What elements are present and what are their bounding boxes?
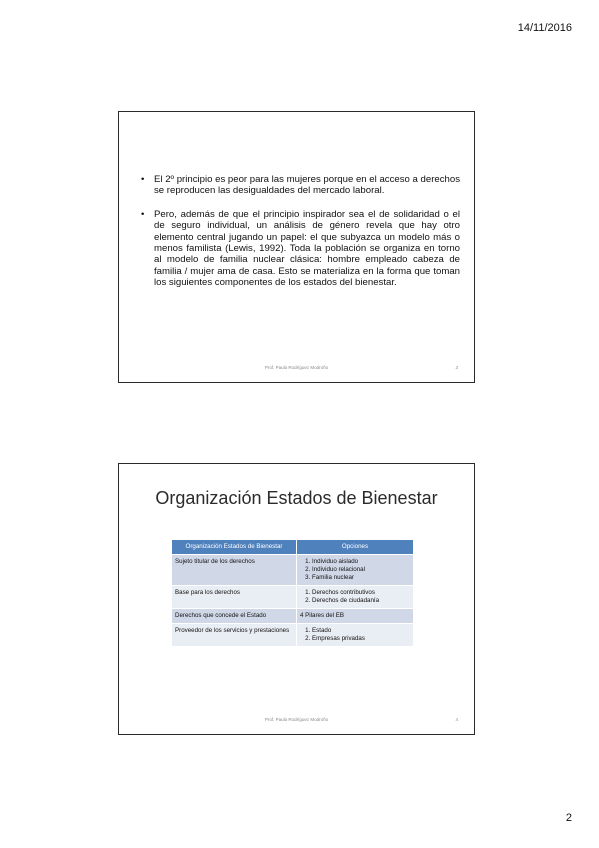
option-item: 1. Derechos contributivos: [312, 589, 410, 597]
row-label: Base para los derechos: [172, 586, 297, 609]
bullet-text: Pero, además de que el principio inspirador sea el de solidaridad o el de seguro individual, un análisis de género revela que hay otro elemento central jugando un papel: el que subyazca un modelo más o menos familista (Lewis, 1992). Toda la población se organiza en torno al modelo de familia nuclear clásica: hombre empleado cabeza de familia / mujer ama de casa. Esto se materializa en la forma que toman los siguientes componentes de los estados del bienestar.: [154, 208, 460, 289]
bullet-text: El 2º principio es peor para las mujeres porque en el acceso a derechos se reproducen las desigualdades del mercado laboral.: [154, 174, 460, 197]
table-row: [172, 555, 413, 586]
row-label: Derechos que concede el Estado: [172, 609, 297, 624]
bullet-list: [141, 174, 460, 301]
table-header-cell: Organización Estados de Bienestar: [172, 540, 297, 555]
row-options: [297, 624, 414, 647]
slide-number: 3: [455, 365, 458, 370]
slide-footer: [119, 717, 474, 725]
page-date: 14/11/2016: [517, 22, 572, 34]
option-item: 3. Familia nuclear: [312, 574, 410, 582]
footer-author: Prof. Paula Rodríguez Modroño: [264, 365, 329, 370]
option-item: 1. Estado: [312, 627, 410, 635]
slide-footer: [119, 365, 474, 373]
row-label: Proveedor de los servicios y prestaciones: [172, 624, 297, 647]
row-label: Sujeto titular de los derechos: [172, 555, 297, 586]
slide-4: [118, 463, 475, 735]
welfare-state-table: [172, 540, 413, 646]
row-options: [297, 586, 414, 609]
option-item: 2. Empresas privadas: [312, 635, 410, 643]
bullet-item: [141, 174, 460, 197]
slide-number: 4: [455, 717, 458, 722]
table-row: [172, 609, 413, 624]
table-row: [172, 624, 413, 647]
row-options: 4 Pilares del EB: [297, 609, 414, 624]
table-header-row: [172, 540, 413, 555]
slide-3: [118, 111, 475, 383]
slide-title: Organización Estados de Bienestar: [155, 488, 438, 508]
bullet-icon: •: [141, 208, 145, 220]
footer-author: Prof. Paula Rodríguez Modroño: [264, 717, 329, 722]
row-options: [297, 555, 414, 586]
bullet-icon: •: [141, 174, 145, 185]
option-item: 2. Individuo relacional: [312, 566, 410, 574]
bullet-item: [141, 209, 460, 289]
table-header-cell: Opciones: [297, 540, 414, 555]
option-item: 2. Derechos de ciudadanía: [312, 597, 410, 605]
option-item: 1. Individuo aislado: [312, 558, 410, 566]
table-row: [172, 586, 413, 609]
page-number: 2: [565, 812, 572, 824]
